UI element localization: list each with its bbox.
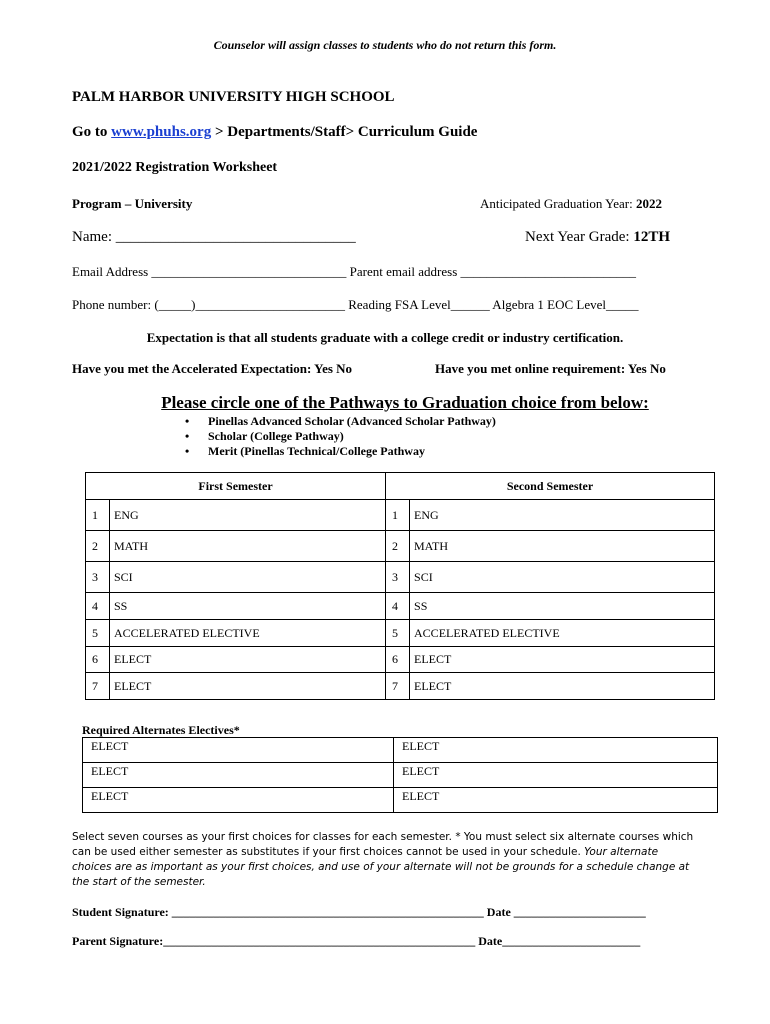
instructions-plain: Select seven courses as your first choices for classes for each semester. * You must select six alternate courses which can be used either semester as substitutes if your first choices cannot be used in your schedule.: [72, 831, 694, 858]
goto-suffix: > Departments/Staff> Curriculum Guide: [211, 124, 478, 140]
grad-year-value: 2022: [635, 196, 662, 211]
grade-label: Next Year Grade:: [525, 229, 634, 245]
second-semester-course[interactable]: MATH: [410, 531, 715, 562]
pathway-list: [180, 414, 496, 459]
graduation-year: [480, 196, 662, 212]
bullet-icon: •: [185, 444, 190, 458]
second-semester-course[interactable]: ENG: [410, 500, 715, 531]
parent-signature-line[interactable]: Parent Signature:____________________________________________________ Date_______________________: [72, 934, 641, 948]
alternate-course[interactable]: ELECT: [394, 788, 718, 813]
alternates-table: [82, 737, 718, 813]
pathway-option[interactable]: • Merit (Pinellas Technical/College Pathway: [185, 444, 425, 458]
second-semester-course[interactable]: SS: [410, 593, 715, 620]
row-number: 3: [386, 562, 410, 593]
notice-text: Counselor will assign classes to students who do not return this form.: [213, 38, 557, 52]
grade-value: 12TH: [633, 229, 670, 245]
first-semester-course[interactable]: ELECT: [110, 673, 386, 700]
first-semester-course[interactable]: ENG: [110, 500, 386, 531]
instructions: [72, 830, 697, 890]
row-number: 2: [386, 531, 410, 562]
school-name: PALM HARBOR UNIVERSITY HIGH SCHOOL: [72, 89, 395, 105]
row-number: 6: [386, 647, 410, 673]
first-semester-course[interactable]: SS: [110, 593, 386, 620]
worksheet-title: 2021/2022 Registration Worksheet: [72, 160, 278, 175]
alternate-course[interactable]: ELECT: [83, 763, 394, 788]
row-number: 6: [86, 647, 110, 673]
bullet-icon: •: [185, 429, 190, 443]
second-semester-course[interactable]: ACCELERATED ELECTIVE: [410, 620, 715, 647]
student-signature-line[interactable]: Student Signature: ____________________________________________________ Date ______________________: [72, 905, 646, 919]
curriculum-guide-line: [72, 124, 477, 141]
expectation-statement: Expectation is that all students graduate with a college credit or industry certification.: [146, 330, 624, 345]
grad-label: Anticipated Graduation Year:: [480, 196, 636, 211]
alternates-title: Required Alternates Electives*: [82, 723, 240, 737]
alternate-course[interactable]: ELECT: [394, 763, 718, 788]
first-semester-course[interactable]: ACCELERATED ELECTIVE: [110, 620, 386, 647]
row-number: 1: [86, 500, 110, 531]
row-number: 7: [386, 673, 410, 700]
bullet-icon: •: [185, 414, 190, 428]
phone-fsa-eoc-fields[interactable]: Phone number: (_____)_______________________ Reading FSA Level______ Algebra 1 EOC Level_____: [72, 297, 639, 312]
row-number: 3: [86, 562, 110, 593]
email-fields[interactable]: Email Address ______________________________ Parent email address ___________________________: [72, 264, 637, 279]
row-number: 5: [386, 620, 410, 647]
pathway-title: Please circle one of the Pathways to Graduation choice from below:: [161, 393, 649, 412]
instructions-italic: Your alternate choices are as important as your first choices, and use of your alternate will not be grounds for a schedule change at the start of the semester.: [72, 846, 690, 888]
second-semester-course[interactable]: ELECT: [410, 673, 715, 700]
first-semester-course[interactable]: ELECT: [110, 647, 386, 673]
second-semester-course[interactable]: ELECT: [410, 647, 715, 673]
first-semester-header: First Semester: [86, 473, 386, 500]
first-semester-course[interactable]: SCI: [110, 562, 386, 593]
alternate-course[interactable]: ELECT: [394, 738, 718, 763]
alternate-course[interactable]: ELECT: [83, 788, 394, 813]
pathway-option[interactable]: • Scholar (College Pathway): [185, 429, 344, 443]
next-year-grade: [525, 229, 670, 246]
accelerated-question[interactable]: Have you met the Accelerated Expectation: Yes No: [72, 361, 353, 376]
row-number: 7: [86, 673, 110, 700]
online-question[interactable]: Have you met online requirement: Yes No: [435, 361, 666, 376]
row-number: 1: [386, 500, 410, 531]
row-number: 2: [86, 531, 110, 562]
first-semester-course[interactable]: MATH: [110, 531, 386, 562]
row-number: 5: [86, 620, 110, 647]
alternate-course[interactable]: ELECT: [83, 738, 394, 763]
goto-prefix: Go to: [72, 124, 112, 140]
program-label: Program – University: [72, 196, 193, 211]
website-link[interactable]: www.phuhs.org: [111, 124, 212, 140]
name-field[interactable]: Name: ________________________________: [72, 229, 356, 245]
schedule-table: [85, 472, 715, 700]
row-number: 4: [86, 593, 110, 620]
row-number: 4: [386, 593, 410, 620]
second-semester-header: Second Semester: [386, 473, 715, 500]
pathway-option[interactable]: • Pinellas Advanced Scholar (Advanced Scholar Pathway): [185, 414, 496, 428]
second-semester-course[interactable]: SCI: [410, 562, 715, 593]
